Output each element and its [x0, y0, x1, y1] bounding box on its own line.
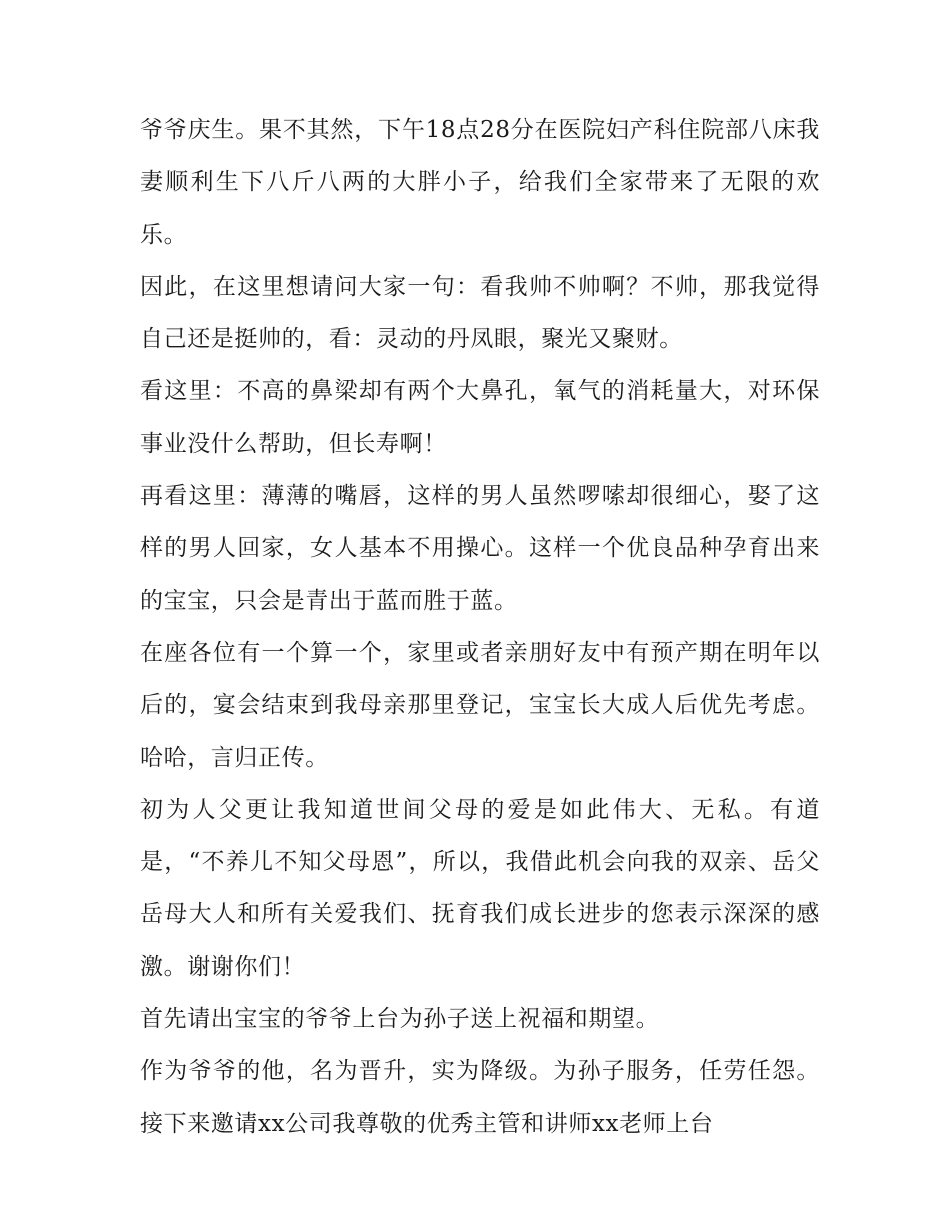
paragraph: 在座各位有一个算一个，家里或者亲朋好友中有预产期在明年以后的，宴会结束到我母亲那里登记，宝宝长大成人后优先考虑。 哈哈，言归正传。	[140, 639, 820, 771]
paragraph: 再看这里：薄薄的嘴唇，这样的男人虽然啰嗦却很细心，娶了这样的男人回家，女人基本不用操心。这样一个优良品种孕育出来的宝宝，只会是青出于蓝而胜于蓝。	[140, 483, 820, 614]
paragraph: 初为人父更让我知道世间父母的爱是如此伟大、无私。有道是，“不养儿不知父母恩”，所以，我借此机会向我的双亲、岳父岳母大人和所有关爱我们、抚育我们成长进步的您表示深深的感激。谢谢你们！	[140, 796, 820, 980]
paragraph: 首先请出宝宝的爷爷上台为孙子送上祝福和期望。	[140, 1006, 660, 1033]
paragraph: 因此，在这里想请问大家一句：看我帅不帅啊？不帅，那我觉得自己还是挺帅的，看：灵动的丹凤眼，聚光又聚财。	[140, 273, 820, 353]
paragraph: 看这里：不高的鼻梁却有两个大鼻孔，氧气的消耗量大，对环保事业没什么帮助，但长寿啊！	[140, 378, 820, 457]
document-body	[140, 104, 820, 1150]
paragraph: 爷爷庆生。果不其然，下午18点28分在医院妇产科住院部八床我妻顺利生下八斤八两的大胖小子，给我们全家带来了无限的欢乐。	[140, 117, 820, 248]
paragraph: 作为爷爷的他，名为晋升，实为降级。为孙子服务，任劳任怨。接下来邀请xx公司我尊敬的优秀主管和讲师xx老师上台	[140, 1058, 820, 1137]
